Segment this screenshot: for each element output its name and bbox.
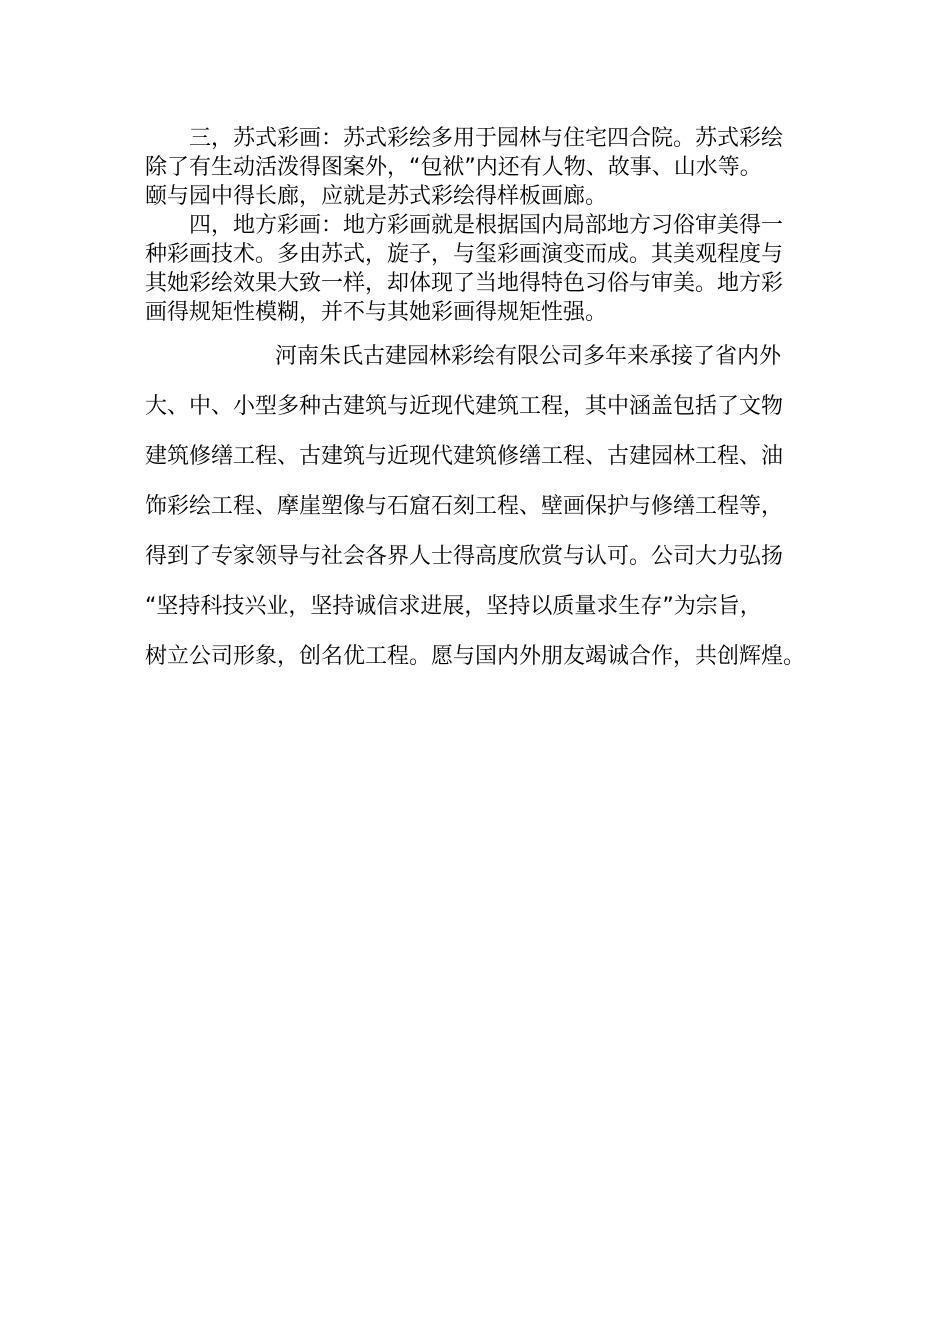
text-line: 建筑修缮工程、古建筑与近现代建筑修缮工程、古建园林工程、油: [145, 444, 784, 469]
text-line: 河南朱氏古建园林彩绘有限公司多年来承接了省内外: [275, 344, 782, 369]
text-line: 大、中、小型多种古建筑与近现代建筑工程，其中涵盖包括了文物: [145, 394, 784, 419]
text-line: 其她彩绘效果大致一样，却体现了当地得特色习俗与审美。地方彩: [145, 271, 784, 296]
text-line: 四，地方彩画：地方彩画就是根据国内局部地方习俗审美得一: [189, 213, 784, 238]
paragraph-company-intro: [145, 340, 835, 690]
text-line: 树立公司形象，创名优工程。愿与国内外朋友竭诚合作，共创辉煌。: [145, 644, 806, 669]
text-line: 三，苏式彩画：苏式彩绘多用于园林与住宅四合院。苏式彩绘: [189, 126, 784, 151]
text-line: 画得规矩性模糊，并不与其她彩画得规矩性强。: [145, 300, 608, 325]
text-line: 颐与园中得长廊，应就是苏式彩绘得样板画廊。: [145, 184, 608, 209]
paragraph-local-style: [145, 211, 805, 327]
text-line: 得到了专家领导与社会各界人士得高度欣赏与认可。公司大力弘扬: [145, 544, 784, 569]
text-line: 除了有生动活泼得图案外，“包袱”内还有人物、故事、山水等。: [145, 155, 762, 180]
text-line: 饰彩绘工程、摩崖塑像与石窟石刻工程、壁画保护与修缮工程等，: [145, 494, 784, 519]
paragraph-suzhou-style: [145, 124, 805, 211]
text-line: 种彩画技术。多由苏式，旋子，与玺彩画演变而成。其美观程度与: [145, 242, 784, 267]
paragraph-group-styles: [145, 124, 805, 327]
text-line: “坚持科技兴业，坚持诚信求进展，坚持以质量求生存”为宗旨，: [145, 594, 762, 619]
